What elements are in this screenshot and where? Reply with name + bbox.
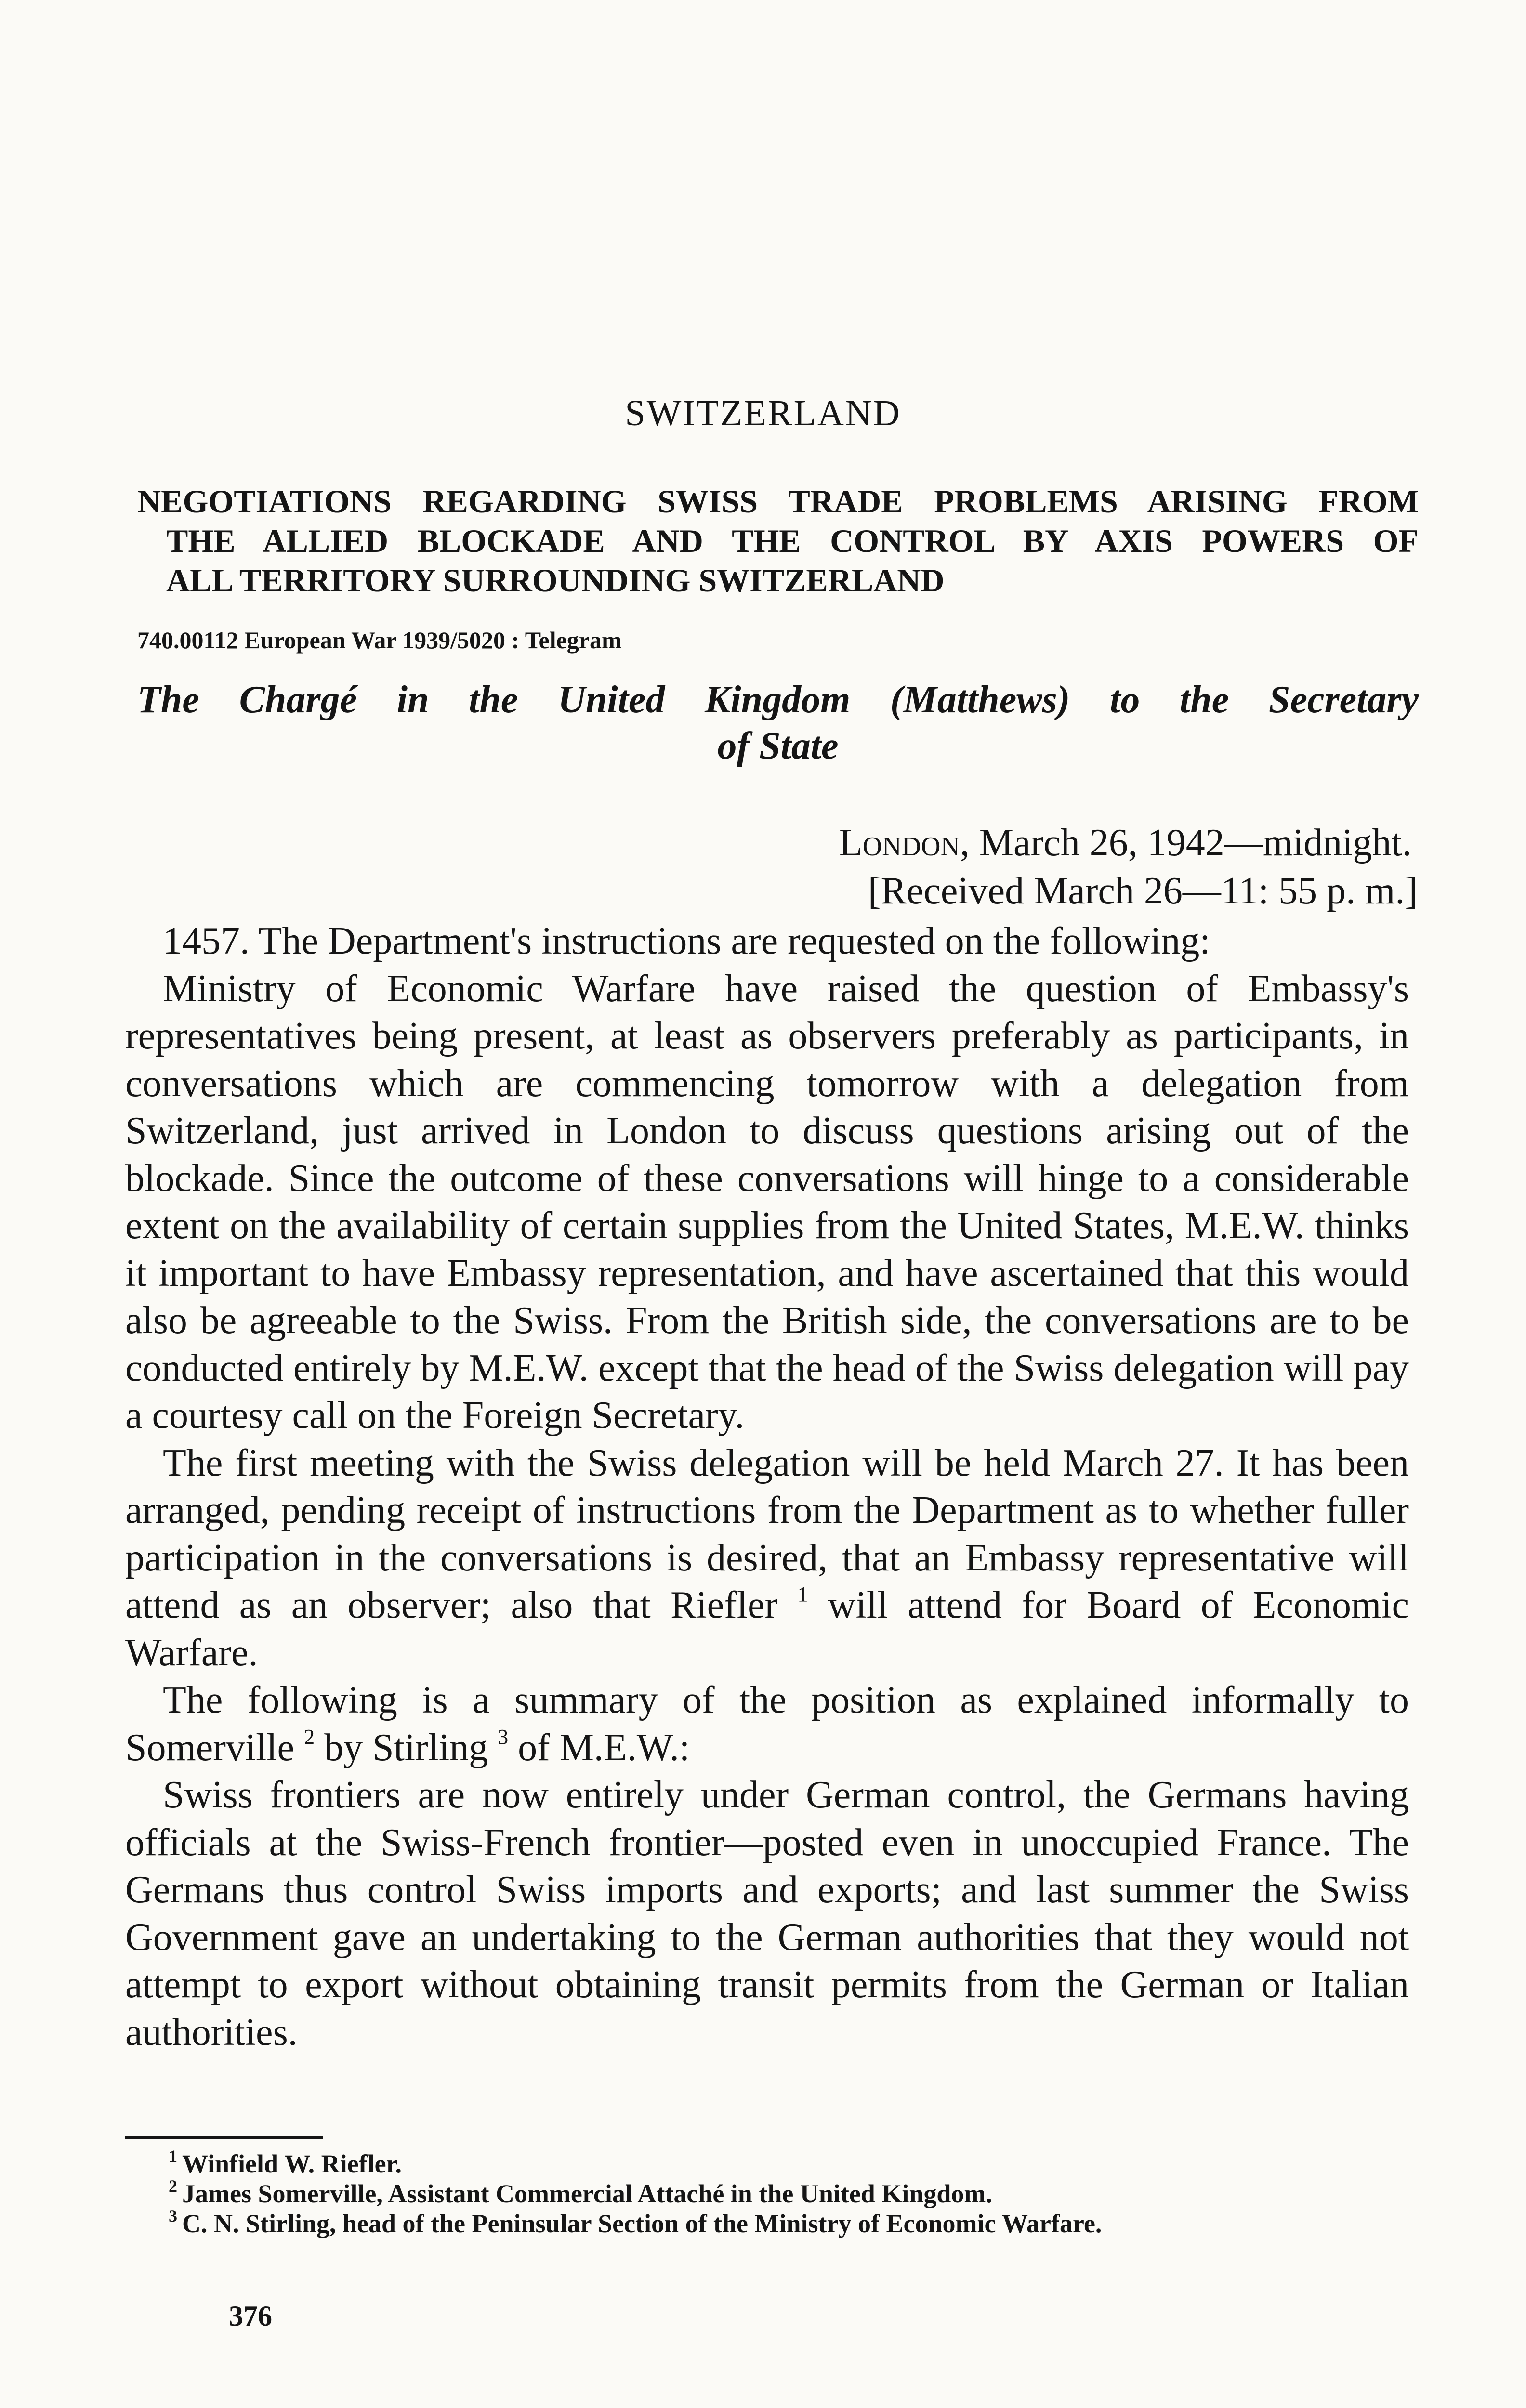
telegram-body (125, 917, 1409, 2056)
dateline-date: March 26, 1942—midnight. (969, 822, 1412, 864)
footnote-number: 3 (169, 2206, 177, 2225)
document-title-line-1: The Chargé in the United Kingdom (Matthews) to the Secretary (137, 679, 1419, 721)
footnote-text: James Somerville, Assistant Commercial Attaché in the United Kingdom. (182, 2179, 992, 2208)
heading-line-2: THE ALLIED BLOCKADE AND THE CONTROL BY AXIS POWERS OF (166, 523, 1419, 559)
paragraph-2: Ministry of Economic Warfare have raised the question of Embassy's representatives being present, at least as observers preferably as participants, in conversations which are commencing tomorrow with a delegation from Switzerland, just arrived in London to discuss questions arising out of the blockade. Since the outcome of these conversations will hinge to a considerable extent on the availability of certain supplies from the United States, M.E.W. thinks it important to have Embassy representation, and have ascertained that this would also be agreeable to the Swiss. From the British side, the conversations are to be conducted entirely by M.E.W. except that the head of the Swiss delegation will pay a courtesy call on the Foreign Secretary. (125, 967, 1409, 1437)
heading-line-1: NEGOTIATIONS REGARDING SWISS TRADE PROBLEMS ARISING FROM (137, 483, 1419, 520)
footnote-3 (125, 2206, 1409, 2238)
paragraph-4-text-c: of M.E.W.: (508, 1726, 690, 1769)
document-title (137, 677, 1419, 769)
chapter-heading (137, 482, 1419, 600)
file-reference: 740.00112 European War 1939/5020 : Telegram (137, 627, 622, 654)
paragraph-4-text-a: The following is a summary of the position as explained informally to Somerville (125, 1679, 1409, 1769)
footnote-text: C. N. Stirling, head of the Peninsular Section of the Ministry of Economic Warfare. (182, 2209, 1102, 2238)
received-note: [Received March 26—11: 55 p. m.] (868, 870, 1418, 912)
paragraph-3-text-b: will attend for Board of Economic Warfare. (125, 1584, 1409, 1674)
dateline (839, 819, 1418, 915)
document-title-line-2: of State (717, 725, 839, 767)
paragraph-5: Swiss frontiers are now entirely under German control, the Germans having officials at the Swiss-French frontier—posted even in unoccupied France. The Germans thus control Swiss imports and exports; and last summer the Swiss Government gave an undertaking to the German authorities that they would not attempt to export without obtaining transit permits from the German or Italian authorities. (125, 1774, 1409, 2054)
page-number: 376 (229, 2300, 272, 2332)
paragraph-4-text-b: by Stirling (315, 1726, 488, 1769)
footnotes (125, 2146, 1409, 2238)
heading-line-3: ALL TERRITORY SURROUNDING SWITZERLAND (166, 562, 945, 599)
footnote-text: Winfield W. Riefler. (182, 2149, 402, 2178)
paragraph-4 (125, 1676, 1409, 1771)
dateline-place: London, (839, 822, 970, 864)
footnote-divider (125, 2136, 323, 2139)
paragraph-1: 1457. The Department's instructions are requested on the following: (163, 920, 1210, 962)
footnote-1 (125, 2146, 1409, 2179)
footnote-number: 1 (169, 2146, 177, 2166)
footnote-number: 2 (169, 2176, 177, 2196)
footnote-2 (125, 2176, 1409, 2209)
paragraph-3 (125, 1440, 1409, 1677)
footnote-ref-2: 2 (304, 1725, 315, 1749)
footnote-ref-1: 1 (797, 1583, 808, 1606)
paragraph-3-text-a: The first meeting with the Swiss delegation will be held March 27. It has been arranged, pending receipt of instructions from the Department as to whether fuller participation in the conversations is desired, that an Embassy representative will attend as an observer; also that Riefler (125, 1441, 1409, 1626)
footnote-ref-3: 3 (498, 1725, 509, 1749)
section-title: SWITZERLAND (625, 393, 901, 433)
